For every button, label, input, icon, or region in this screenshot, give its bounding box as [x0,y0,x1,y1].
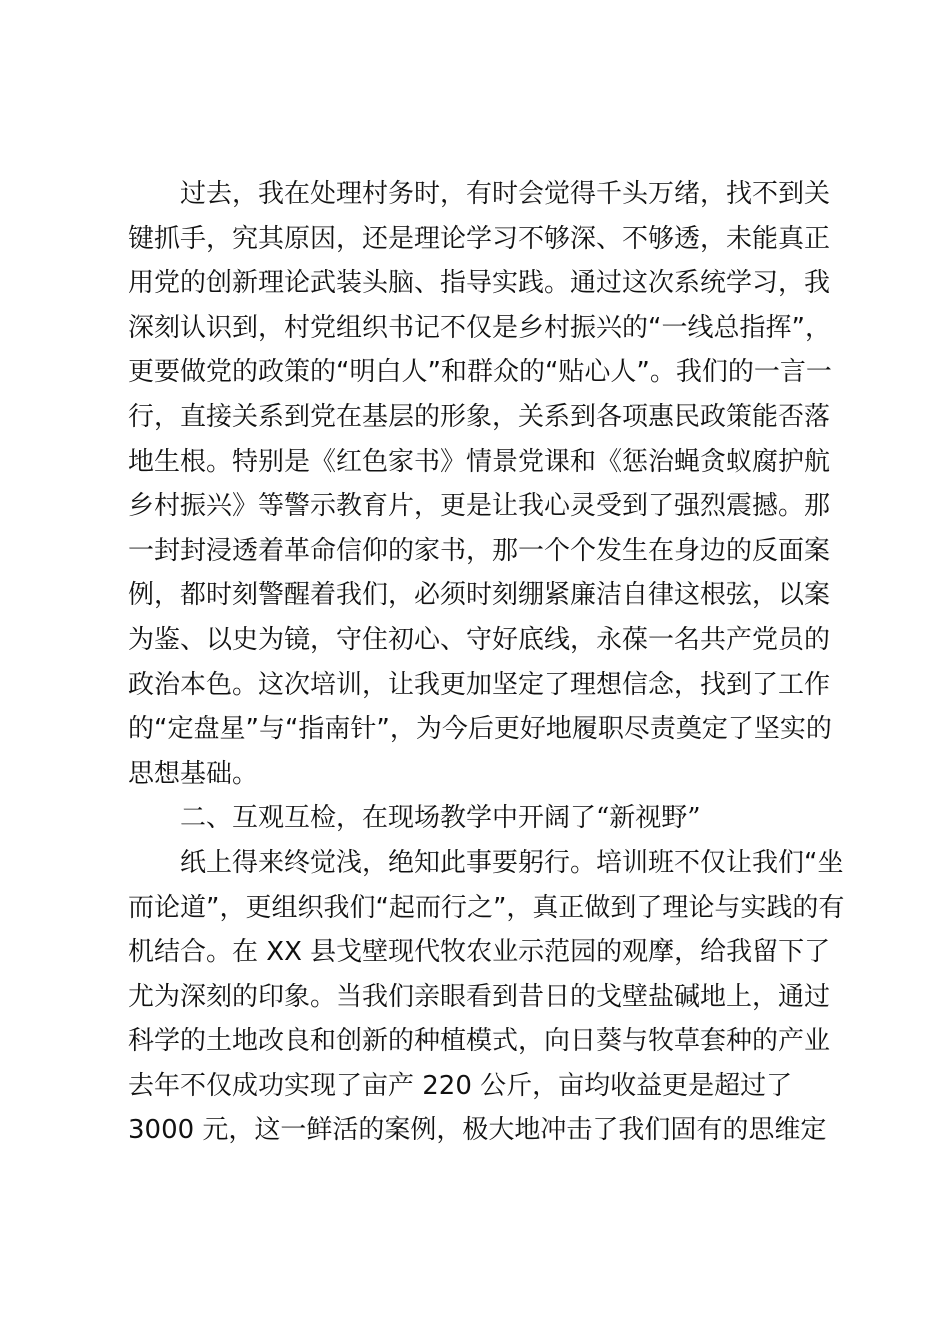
text-line: 键抓手，究其原因，还是理论学习不够深、不够透，未能真正 [128,223,831,254]
text-line: 的“定盘星”与“指南针”，为今后更好地履职尽责奠定了坚实的 [128,714,832,745]
text-line: 一封封浸透着革命信仰的家书，那一个个发生在身边的反面案 [128,535,831,566]
text-line: 为鉴、以史为镜，守住初心、守好底线，永葆一名共产党员的 [128,624,831,655]
text-line: 例，都时刻警醒着我们，必须时刻绷紧廉洁自律这根弦，以案 [128,580,831,611]
text-line: 思想基础。 [128,758,259,789]
text-line: 科学的土地改良和创新的种植模式，向日葵与牧草套种的产业 [128,1026,831,1057]
text-line: 深刻认识到，村党组织书记不仅是乡村振兴的“一线总指挥”， [128,312,831,343]
section-heading: 二、互观互检，在现场教学中开阔了“新视野” [180,803,701,834]
paragraph-reflection [128,172,832,796]
text-line: 而论道”，更组织我们“起而行之”，真正做到了理论与实践的有 [128,892,845,923]
paragraph-field-visit [128,841,845,1153]
text-line: 政治本色。这次培训，让我更加坚定了理想信念，找到了工作 [128,669,831,700]
text-line: 乡村振兴》等警示教育片，更是让我心灵受到了强烈震撼。那 [128,491,831,522]
text-line: 更要做党的政策的“明白人”和群众的“贴心人”。我们的一言一 [128,357,832,388]
text-line: 3000 元，这一鲜活的案例，极大地冲击了我们固有的思维定 [128,1115,827,1146]
text-line: 地生根。特别是《红色家书》情景党课和《惩治蝇贪蚁腐护航 [128,446,831,477]
text-line: 用党的创新理论武装头脑、指导实践。通过这次系统学习，我 [128,268,831,299]
text-line: 纸上得来终觉浅，绝知此事要躬行。培训班不仅让我们“坐 [180,847,844,878]
text-line: 行，直接关系到党在基层的形象，关系到各项惠民政策能否落 [128,401,831,432]
text-line: 过去，我在处理村务时，有时会觉得千头万绪，找不到关 [180,179,831,209]
text-line: 去年不仅成功实现了亩产 220 公斤，亩均收益更是超过了 [128,1070,793,1101]
text-line: 机结合。在 XX 县戈壁现代牧农业示范园的观摩，给我留下了 [128,937,831,968]
document-body [128,172,845,1153]
text-line: 尤为深刻的印象。当我们亲眼看到昔日的戈壁盐碱地上，通过 [128,981,831,1012]
